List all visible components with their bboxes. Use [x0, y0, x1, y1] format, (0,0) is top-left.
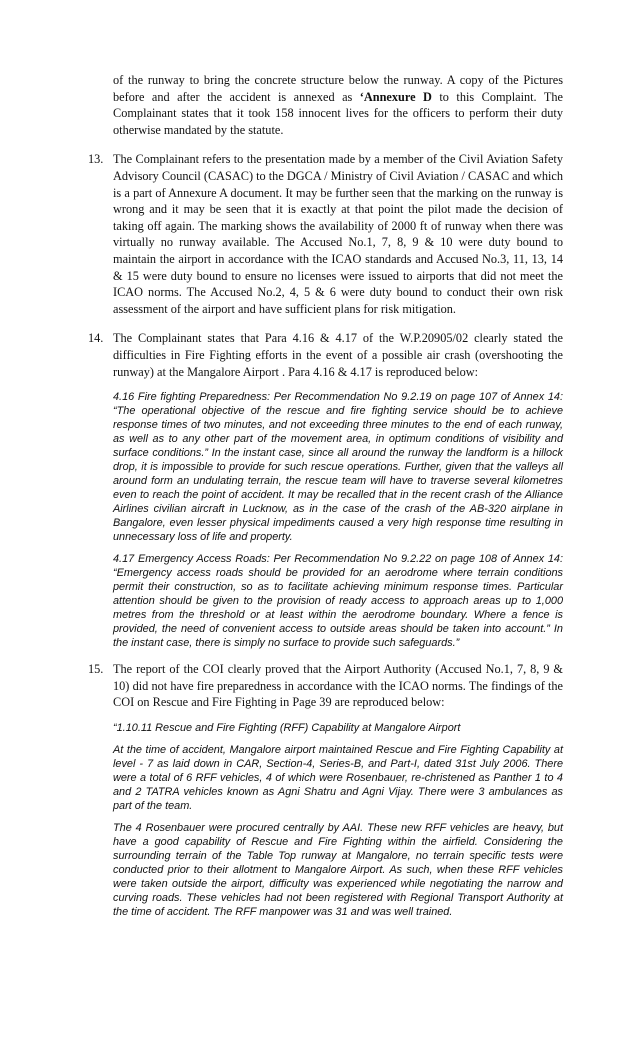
annexure-d-reference: ‘Annexure D [359, 89, 432, 104]
continuation-paragraph [113, 72, 563, 138]
paragraph-14 [88, 330, 563, 380]
quote-coi-rff-capability: At the time of accident, Mangalore airport maintained Rescue and Fire Fighting Capability at level - 7 as laid down in CAR, Section-4, Series-B, and Part-I, dated 31st July 2006. There were a total of 6 RFF vehicles, 4 of which were Rosenbauer, re-christened as Panther 1 to 4 and 2 TATRA vehicles known as Agni Shatru and Agni Vijay. There were 3 ambulances as part of the team. [113, 743, 563, 812]
quote-para-4-17: 4.17 Emergency Access Roads: Per Recommendation No 9.2.22 on page 108 of Annex 14: “Emergency access roads should be provided for an aerodrome where terrain conditions permit their construction, so as to facilitate achieving minimum response times. Particular attention should be given to the provision of ready access to approach areas up to 1,000 metres from the threshold or at least within the aerodrome boundary. Where a fence is provided, the need of convenient access to outside areas should be taken into account.” In the instant case, there is simply no surface to provide such safeguards.” [113, 553, 563, 650]
paragraph-number: 15. [88, 662, 104, 677]
paragraph-number: 14. [88, 331, 104, 346]
paragraph-text: The report of the COI clearly proved that the Airport Authority (Accused No.1, 7, 8, 9 & 10) did not have fire preparedness in accordance with the ICAO norms. The findings of the COI on Rescue and Fire Fighting in Page 39 are reproduced below: [113, 662, 563, 710]
paragraph-13 [88, 151, 563, 317]
paragraph-text: The Complainant refers to the presentation made by a member of the Civil Aviation Safety Advisory Council (CASAC) to the DGCA / Ministry of Civil Aviation / CASAC and which is a part of Annexure A document. It may be further seen that the marking on the runway is wrong and it may be seen that it is exactly at that point the pilot made the decision of taking off again. The marking shows the availability of 2000 ft of runway when there was virtually no runway available. The Accused No.1, 7, 8, 9 & 10 were duty bound to maintain the airport in accordance with the ICAO standards and Accused No.3, 11, 13, 14 & 15 were duty bound to ensure no licenses were issued to airports that did not meet the ICAO norms. The Accused No.2, 4, 5 & 6 were duty bound to conduct their own risk assessment of the airport and have sufficient plans for risk mitigation. [113, 152, 563, 316]
quote-coi-rosenbauer: The 4 Rosenbauer were procured centrally by AAI. These new RFF vehicles are heavy, but have a good capability of Rescue and Fire Fighting within the airfield. Considering the surrounding terrain of the Table Top runway at Mangalore, no terrain specific tests were conducted prior to their allotment to Mangalore Airport. As such, when these RFF vehicles were taken outside the airport, difficulty was experienced while negotiating the narrow and curving roads. These vehicles had not been registered with Regional Transport Authority at the time of accident. The RFF manpower was 31 and was well trained. [113, 821, 563, 918]
quote-coi-heading: “1.10.11 Rescue and Fire Fighting (RFF) Capability at Mangalore Airport [113, 721, 461, 734]
paragraph-number: 13. [88, 152, 104, 167]
continuation-text-end: to this Complaint. The Complainant states that it took 158 innocent lives for the officers to perform their duty otherwise mandated by the statute. [113, 89, 563, 137]
paragraph-text: The Complainant states that Para 4.16 & 4.17 of the W.P.20905/02 clearly stated the difficulties in Fire Fighting efforts in the event of a possible air crash (overshooting the runway) at the Mangalore Airport . Para 4.16 & 4.17 is reproduced below: [113, 331, 563, 379]
continuation-text-start: of the runway to bring the concrete structure below the runway. A copy of the Pictures before and after the accident is annexed as [113, 73, 563, 104]
paragraph-15 [88, 661, 563, 711]
quote-para-4-16: 4.16 Fire fighting Preparedness: Per Recommendation No 9.2.19 on page 107 of Annex 14: “The operational objective of the rescue and fire fighting service should be to achieve response times of two minutes, and not exceeding three minutes to the end of each runway, as well as to any other part of the movement area, in optimum conditions of visibility and surface conditions.” In the instant case, since all around the runway the landform is a hillock drop, it is impossible to provide for such rescue operations. Further, given that the valleys all around form an undulating terrain, the rescue team will have to traverse several kilometres even to reach the point of accident. It may be recalled that in the recent crash of the Alliance Airlines civilian aircraft in Lucknow, as in the case of the crash of the AB-320 airplane in Bangalore, even lesser physical impediments caused a very high response time resulting in unnecessary loss of life and property. [113, 391, 563, 544]
